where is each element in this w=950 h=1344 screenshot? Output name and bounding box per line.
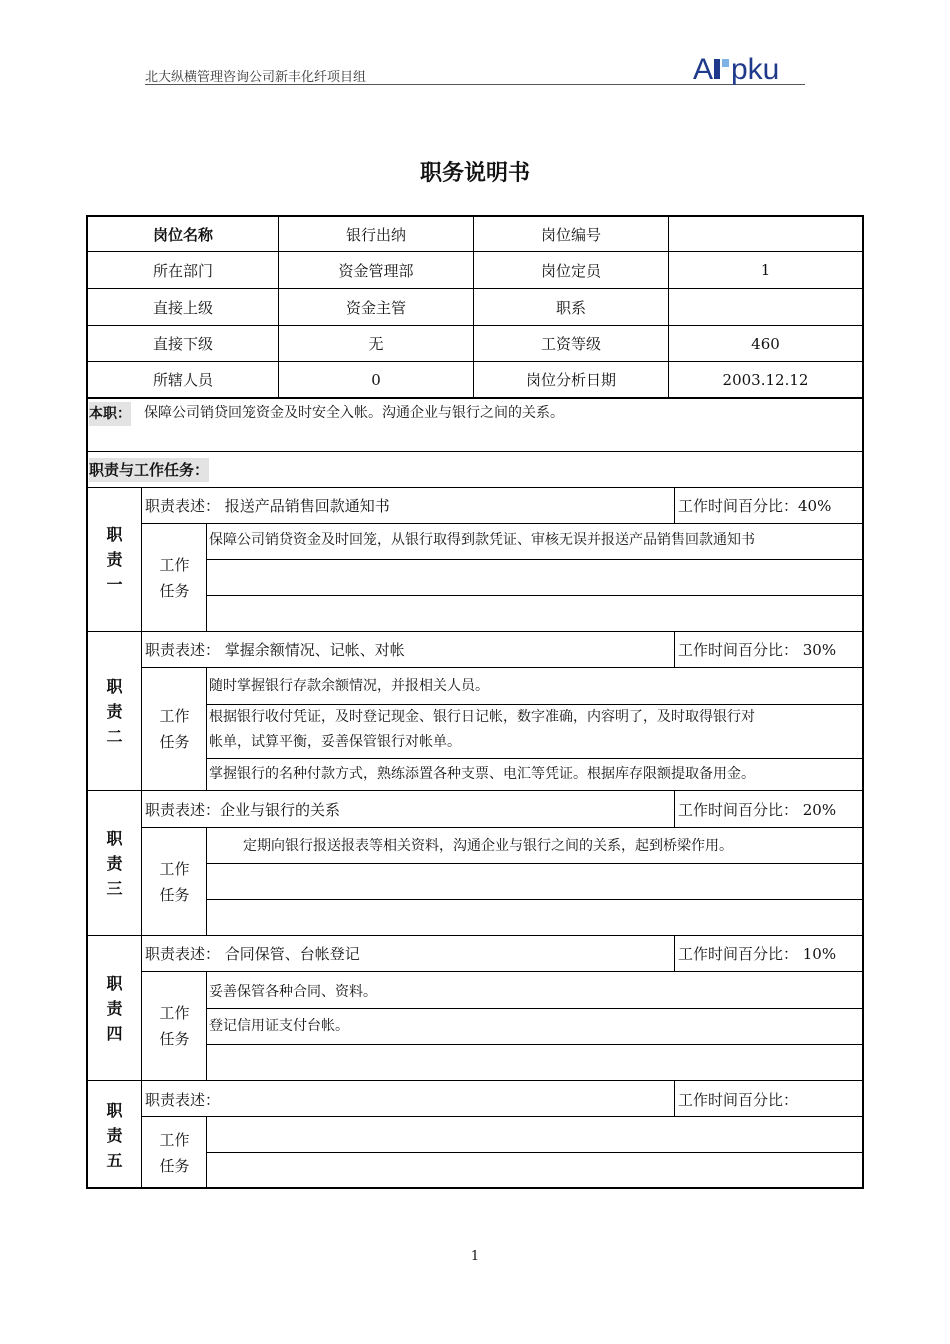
- col-line: [674, 790, 675, 827]
- row-line: [141, 1116, 864, 1117]
- label-department: 所在部门: [152, 261, 213, 280]
- header-org: 北大纵横管理咨询公司新丰化纤项目组: [145, 70, 367, 85]
- row-line: [86, 935, 864, 936]
- task-label-line: 任务: [159, 1157, 190, 1175]
- col-line: [674, 631, 675, 667]
- task-label-line: 工作: [159, 859, 190, 878]
- duty-char: 责: [106, 1125, 123, 1145]
- duty-4-pct: 工作时间百分比： 10%: [678, 945, 837, 963]
- label-supervisor: 直接上级: [152, 298, 213, 317]
- duty-5-pct: 工作时间百分比：: [678, 1091, 799, 1109]
- label-job-family: 职系: [555, 298, 586, 317]
- duty-char: 责: [106, 998, 123, 1018]
- row-line: [86, 631, 864, 632]
- row-line: [86, 397, 864, 399]
- duty-5-task-label: [142, 1117, 207, 1189]
- row-line: [206, 863, 864, 864]
- duty-4-task-1: 妥善保管各种合同、资料。: [209, 984, 377, 1000]
- logo-a: A: [693, 53, 714, 85]
- duty-4-task-label: [142, 972, 207, 1080]
- duty-3-head: [87, 791, 142, 935]
- duty-2-task-3: 掌握银行的名种付款方式，熟练添置各种支票、电汇等凭证。根据库存限额提取备用金。: [209, 766, 755, 782]
- duties-heading: 职责与工作任务：: [89, 458, 209, 482]
- value-staff: 0: [371, 370, 381, 389]
- row-line: [141, 523, 864, 524]
- duty-2-desc: 职责表述： 掌握余额情况、记帐、对帐: [145, 641, 405, 659]
- duty-char: 三: [106, 878, 123, 898]
- duty-char: 责: [106, 550, 123, 569]
- duty-3-pct: 工作时间百分比： 20%: [678, 801, 837, 819]
- row-line: [206, 899, 864, 900]
- core-text: 保障公司销贷回笼资金及时安全入帐。沟通企业与银行之间的关系。: [144, 405, 564, 421]
- label-salary-grade: 工资等级: [540, 335, 601, 353]
- label-position-code: 岗位编号: [540, 225, 601, 244]
- duty-1-head: [87, 488, 142, 631]
- col-line: [674, 1080, 675, 1116]
- label-staff: 所辖人员: [152, 371, 213, 389]
- row-line: [86, 790, 864, 791]
- row-line: [206, 1152, 864, 1153]
- duty-2-task-label: [142, 668, 207, 790]
- task-label-line: 任务: [159, 885, 190, 904]
- duty-2-task-2b: 帐单，试算平衡，妥善保管银行对帐单。: [209, 734, 461, 750]
- col-line: [674, 487, 675, 523]
- duty-3-task-1: 定期向银行报送报表等相关资料，沟通企业与银行之间的关系，起到桥梁作用。: [243, 838, 733, 854]
- row-line: [206, 758, 864, 759]
- duty-4-task-2: 登记信用证支付台帐。: [209, 1018, 349, 1034]
- duty-char: 职: [106, 1100, 123, 1120]
- label-subordinate: 直接下级: [152, 335, 213, 353]
- value-supervisor: 资金主管: [345, 298, 406, 317]
- label-analysis-date: 岗位分析日期: [525, 371, 616, 389]
- duty-4-head: [87, 936, 142, 1080]
- value-job-family: [669, 289, 862, 325]
- duty-2-task-1: 随时掌握银行存款余额情况，并报相关人员。: [209, 678, 489, 694]
- row-line: [206, 1044, 864, 1045]
- task-label-line: 工作: [159, 555, 190, 574]
- duty-2-task-2a: 根据银行收付凭证，及时登记现金、银行日记帐，数字准确，内容明了，及时取得银行对: [209, 709, 755, 725]
- duty-1-desc: 职责表述： 报送产品销售回款通知书: [145, 497, 390, 515]
- logo-square: [722, 59, 729, 67]
- duty-char: 一: [106, 575, 123, 594]
- value-headcount: 1: [760, 261, 771, 279]
- col-line: [674, 935, 675, 971]
- duty-char: 职: [106, 676, 123, 696]
- duty-1-task-label: [142, 524, 207, 631]
- duty-2-head: [87, 632, 142, 790]
- value-department: 资金管理部: [338, 261, 414, 280]
- duty-char: 四: [106, 1023, 123, 1043]
- task-label-line: 工作: [159, 1004, 190, 1022]
- duty-1-pct: 工作时间百分比：40%: [678, 497, 832, 515]
- page-title: 职务说明书: [419, 161, 530, 186]
- row-line: [141, 971, 864, 972]
- row-line: [86, 487, 864, 488]
- row-line: [86, 451, 864, 452]
- duty-1-task-1: 保障公司销贷资金及时回笼，从银行取得到款凭证、审核无误并报送产品销售回款通知书: [209, 532, 755, 548]
- value-analysis-date: 2003.12.12: [722, 370, 809, 389]
- row-line: [141, 667, 864, 668]
- row-line: [206, 559, 864, 560]
- task-label-line: 工作: [159, 707, 190, 725]
- duty-char: 职: [106, 525, 123, 544]
- duty-5-desc: 职责表述：: [145, 1091, 221, 1109]
- duty-2-pct: 工作时间百分比： 30%: [678, 641, 837, 659]
- task-label-line: 任务: [159, 733, 190, 751]
- duty-3-desc: 职责表述：企业与银行的关系: [145, 801, 341, 819]
- row-line: [141, 827, 864, 828]
- task-label-line: 工作: [159, 1131, 190, 1149]
- row-line: [86, 1080, 864, 1081]
- value-subordinate: 无: [368, 335, 384, 353]
- duty-char: 二: [106, 726, 123, 746]
- row-line: [206, 1008, 864, 1009]
- label-headcount: 岗位定员: [540, 261, 601, 280]
- duty-3-task-label: [142, 828, 207, 935]
- page-number: 1: [470, 1249, 480, 1264]
- label-position-name: 岗位名称: [152, 225, 213, 244]
- duty-char: 责: [106, 701, 123, 721]
- duty-char: 职: [106, 828, 123, 848]
- logo-pku: pku: [731, 53, 780, 85]
- task-label-line: 任务: [159, 581, 190, 600]
- logo-bar: [714, 59, 720, 79]
- alpku-logo: [693, 53, 805, 85]
- duty-4-desc: 职责表述： 合同保管、台帐登记: [145, 945, 360, 963]
- row-line: [206, 595, 864, 596]
- value-position-code: [669, 217, 862, 251]
- duty-char: 五: [106, 1150, 123, 1170]
- task-label-line: 任务: [159, 1030, 190, 1048]
- duty-char: 责: [106, 853, 123, 873]
- core-label: 本职：: [89, 402, 131, 426]
- duty-char: 职: [106, 973, 123, 993]
- value-salary-grade: 460: [751, 334, 780, 353]
- value-position-name: 银行出纳: [345, 225, 406, 244]
- duty-5-head: [87, 1081, 142, 1189]
